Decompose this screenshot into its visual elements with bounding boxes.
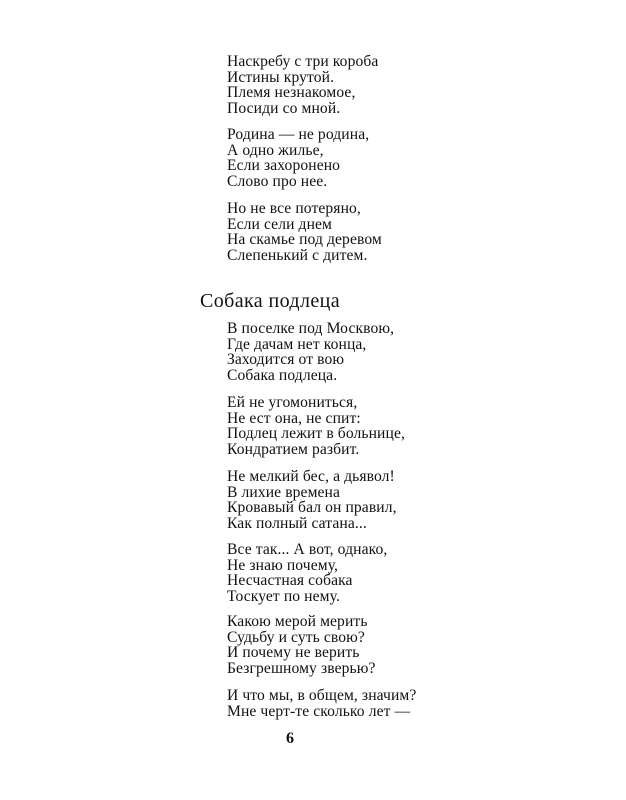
verse-line: Истины крутой. [227, 68, 335, 86]
verse-line: Безгрешному зверью? [227, 659, 376, 677]
verse-line: На скамье под деревом [227, 231, 382, 249]
stanza [227, 469, 397, 531]
verse-line: Родина — не родина, [227, 126, 370, 143]
verse-line: Не знаю почему, [227, 556, 339, 574]
verse-line: Не мелкий бес, а дьявол! [227, 468, 395, 485]
verse-line: Тоскует по нему. [227, 587, 340, 605]
verse-line: Наскребу с три короба [227, 53, 379, 70]
stanza [227, 127, 369, 189]
verse-line: Подлец лежит в больнице, [227, 425, 405, 443]
stanza [227, 542, 387, 604]
stanza [227, 54, 378, 116]
verse-line: Если сели днем [227, 215, 332, 233]
verse-line: Слово про нее. [227, 172, 328, 190]
verse-line: Если захоронено [227, 157, 341, 175]
verse-line: Как полный сатана... [227, 514, 367, 532]
verse-line: Заходится от вою [227, 351, 345, 369]
stanza [227, 614, 376, 676]
verse-line: Несчастная собака [227, 572, 353, 590]
verse-line: А одно жилье, [227, 141, 324, 159]
stanza [227, 201, 382, 263]
verse-line: И почему не верить [227, 644, 360, 662]
page-number: 6 [286, 730, 294, 747]
verse-line: Ей не угомониться, [227, 394, 358, 411]
verse-line: Кондратием разбит. [227, 440, 360, 458]
stanza [227, 688, 416, 719]
poem-title: Собака подлеца [200, 290, 341, 312]
verse-line: Посиди со мной. [227, 99, 341, 117]
verse-line: Все так... А вот, однако, [227, 541, 388, 558]
verse-line: Не ест она, не спит: [227, 409, 361, 427]
stanza [227, 321, 394, 383]
verse-line: Какою мерой мерить [227, 613, 368, 630]
stanza [227, 395, 405, 457]
verse-line: В лихие времена [227, 483, 341, 501]
verse-line: Кровавый бал он правил, [227, 499, 397, 517]
verse-line: Собака подлеца. [227, 366, 338, 384]
verse-line: Племя незнакомое, [227, 84, 356, 102]
verse-line: В поселке под Москвою, [227, 320, 395, 337]
verse-line: И что мы, в общем, значим? [227, 687, 417, 704]
verse-line: Слепенький с дитем. [227, 246, 368, 264]
verse-line: Мне черт-те сколько лет — [227, 702, 411, 720]
verse-line: Судьбу и суть свою? [227, 628, 365, 646]
verse-line: Но не все потеряно, [227, 200, 361, 217]
verse-line: Где дачам нет конца, [227, 335, 367, 353]
